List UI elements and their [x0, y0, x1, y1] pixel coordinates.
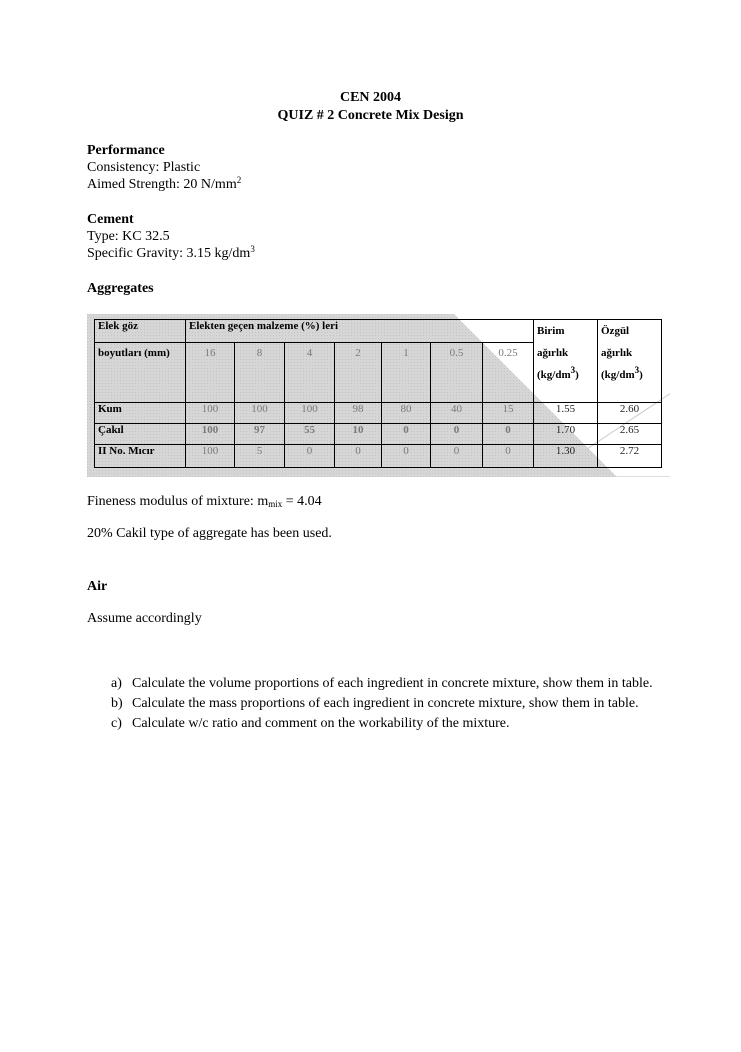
cell-unit-weight: 1.70: [534, 424, 598, 445]
sieve-size-header-2: boyutları (mm): [95, 343, 186, 403]
passing-header: Elekten geçen malzeme (%) leri: [186, 320, 534, 343]
cement-type-text: Type: KC 32.5: [87, 229, 170, 244]
row-label-cakil: Çakıl: [95, 424, 186, 445]
cement-heading: Cement: [87, 212, 134, 227]
cell: 100: [186, 445, 235, 468]
course-code: CEN 2004: [339, 90, 402, 105]
specific-unit: (kg/dm: [601, 369, 635, 381]
cell: 5: [235, 445, 285, 468]
unit-weight-header: [534, 320, 598, 403]
list-item: [111, 694, 672, 714]
cell: 0: [285, 445, 335, 468]
unit-weight-unit: (kg/dm: [537, 369, 571, 381]
question-marker: b): [111, 696, 123, 711]
question-text: Calculate the volume proportions of each ingredient in concrete mixture, show them in table.: [132, 676, 653, 691]
aimed-strength-text: [87, 176, 241, 193]
cell: 0: [335, 445, 382, 468]
sieve-0-25: 0.25: [483, 343, 534, 403]
list-item: [111, 714, 672, 734]
cell: 0: [483, 445, 534, 468]
cell-specific: 2.65: [598, 424, 662, 445]
question-list: [111, 674, 672, 734]
fineness-label: Fineness modulus of mixture: m: [87, 494, 269, 509]
aggregates-table: [94, 319, 662, 468]
air-text: Assume accordingly: [87, 611, 202, 626]
table-row: [95, 403, 662, 424]
specific-sup: 3: [634, 365, 640, 375]
air-heading: Air: [87, 579, 108, 594]
sieve-2: 2: [335, 343, 382, 403]
specific-gravity-text: [87, 245, 255, 262]
unit-weight-l3: [537, 364, 594, 386]
sieve-16: 16: [186, 343, 235, 403]
unit-weight-close: ): [575, 369, 579, 381]
cell-unit-weight: 1.55: [534, 403, 598, 424]
question-marker: a): [111, 676, 122, 691]
cell: 100: [186, 403, 235, 424]
cell: 55: [285, 424, 335, 445]
unit-weight-l2: ağırlık: [537, 347, 569, 359]
cell: 100: [285, 403, 335, 424]
strength-sup: 2: [236, 175, 242, 185]
cell: 100: [186, 424, 235, 445]
specific-l3: [601, 364, 658, 386]
cell: 0: [483, 424, 534, 445]
row-label-micir: II No. Mıcır: [95, 445, 186, 468]
cell: 0: [382, 424, 431, 445]
sieve-size-header: Elek göz: [95, 320, 186, 343]
gravity-label: Specific Gravity: 3.15 kg/dm: [87, 246, 251, 261]
strength-label: Aimed Strength: 20 N/mm: [87, 177, 237, 192]
table-row: [95, 424, 662, 445]
specific-l1: Özgül: [601, 325, 630, 337]
cell: 0: [431, 424, 483, 445]
cell: 100: [235, 403, 285, 424]
sieve-1: 1: [382, 343, 431, 403]
cell: 10: [335, 424, 382, 445]
question-text: Calculate w/c ratio and comment on the workability of the mixture.: [132, 716, 510, 731]
gravity-sup: 3: [250, 244, 255, 254]
question-text: Calculate the mass proportions of each ingredient in concrete mixture, show them in table.: [132, 696, 639, 711]
quiz-title: QUIZ # 2 Concrete Mix Design: [277, 108, 464, 123]
cell: 97: [235, 424, 285, 445]
cell-specific: 2.60: [598, 403, 662, 424]
aggregates-heading: Aggregates: [87, 281, 154, 296]
unit-weight-l1: Birim: [537, 325, 565, 337]
performance-heading: Performance: [87, 143, 165, 158]
row-label-kum: Kum: [95, 403, 186, 424]
cell: 40: [431, 403, 483, 424]
fineness-value: = 4.04: [282, 494, 322, 509]
specific-l2: ağırlık: [601, 347, 633, 359]
aggregates-table-image: [87, 314, 670, 477]
table-row: [95, 445, 662, 468]
cell: 0: [382, 445, 431, 468]
cell: 15: [483, 403, 534, 424]
specific-gravity-header: [598, 320, 662, 403]
cell: 0: [431, 445, 483, 468]
question-marker: c): [111, 716, 122, 731]
unit-weight-sup: 3: [570, 365, 576, 375]
cakil-note: 20% Cakil type of aggregate has been used.: [87, 526, 332, 541]
cell-unit-weight: 1.30: [534, 445, 598, 468]
list-item: [111, 674, 672, 694]
sieve-0-5: 0.5: [431, 343, 483, 403]
specific-close: ): [639, 369, 643, 381]
fineness-modulus-text: [87, 493, 322, 510]
cell-specific: 2.72: [598, 445, 662, 468]
sieve-4: 4: [285, 343, 335, 403]
fineness-sub: mix: [268, 499, 283, 509]
cell: 98: [335, 403, 382, 424]
consistency-text: Consistency: Plastic: [87, 160, 201, 175]
sieve-8: 8: [235, 343, 285, 403]
cell: 80: [382, 403, 431, 424]
